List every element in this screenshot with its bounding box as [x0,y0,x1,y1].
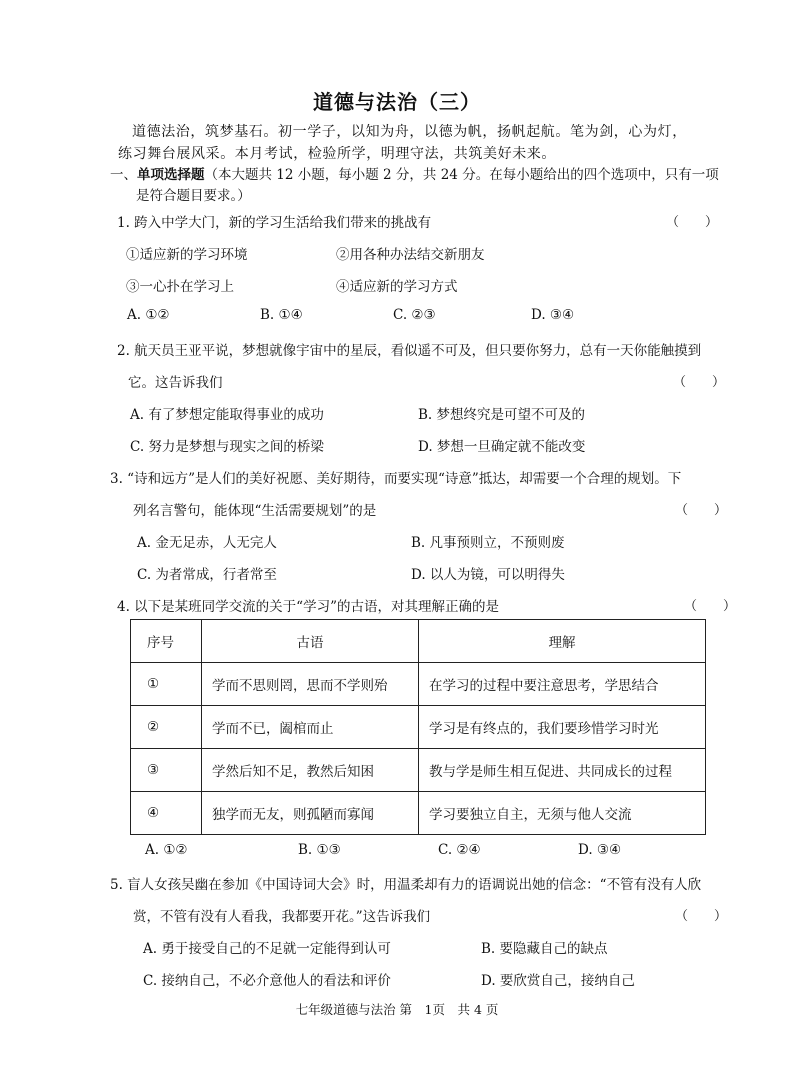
table-cell: 教与学是师生相互促进、共同成长的过程 [419,749,706,792]
table-cell: 学习要独立自主，无须与他人交流 [419,792,706,835]
table-cell: ② [131,706,202,749]
table-cell: 在学习的过程中要注意思考，学思结合 [419,663,706,706]
table-header-cell: 古语 [202,620,419,663]
q5-option-c: C. 接纳自己，不必介意他人的看法和评价 [143,973,391,989]
q1-item-3: ③一心扑在学习上 [126,279,234,295]
section-desc-1: （本大题共 12 小题，每小题 2 分，共 24 分。在每小题给出的四个选项中，只有一项 [204,167,719,183]
q5-answer-bracket: （ ） [675,909,728,924]
q1-item-4: ④适应新的学习方式 [336,279,458,295]
table-cell: 学习是有终点的，我们要珍惜学习时光 [419,706,706,749]
page-footer: 七年级道德与法治 第 1页 共 4 页 [295,1002,499,1017]
table-cell: 独学而无友，则孤陋而寡闻 [202,792,419,835]
table-row [131,706,706,749]
q2-option-a: A. 有了梦想定能取得事业的成功 [130,407,324,423]
q4-table [130,619,706,835]
table-cell: 学而不已，阖棺而止 [202,706,419,749]
table-cell: ③ [131,749,202,792]
table-header-cell: 序号 [131,620,202,663]
q4-option-c: C. ②④ [438,842,481,858]
q2-stem-2: 它。这告诉我们 [128,375,223,391]
q3-answer-bracket: （ ） [675,503,728,518]
q4-option-a: A. ①② [145,842,188,858]
page-title: 道德与法治（三） [313,90,481,114]
table-cell: ① [131,663,202,706]
q5-option-b: B. 要隐藏自己的缺点 [481,941,608,957]
q1-item-1: ①适应新的学习环境 [126,247,248,263]
section-desc-2: 是符合题目要求。） [136,188,251,204]
q2-option-d: D. 梦想一旦确定就不能改变 [418,439,586,455]
q3-option-a: A. 金无足赤，人无完人 [137,535,277,551]
q1-option-d: D. ③④ [531,307,575,323]
q1-answer-bracket: （ ） [666,215,719,230]
table-cell: ④ [131,792,202,835]
q3-stem-2: 列名言警句，能体现“生活需要规划”的是 [133,503,377,519]
table-cell: 学而不思则罔，思而不学则殆 [202,663,419,706]
q4-option-d: D. ③④ [578,842,622,858]
q2-option-b: B. 梦想终究是可望不可及的 [418,407,586,423]
table-row [131,792,706,835]
q5-stem-1: 5. 盲人女孩吴幽在参加《中国诗词大会》时，用温柔却有力的语调说出她的信念：“不管有没有人欣 [110,877,702,893]
q4-answer-bracket: （ ） [684,599,737,614]
q5-option-d: D. 要欣赏自己，接纳自己 [481,973,635,989]
intro-line-2: 练习舞台展风采。本月考试，检验所学，明理守法，共筑美好未来。 [118,146,556,162]
q4-option-b: B. ①③ [298,842,341,858]
q4-stem: 4. 以下是某班同学交流的关于“学习”的古语，对其理解正确的是 [117,599,499,615]
table-header-cell: 理解 [419,620,706,663]
q5-option-a: A. 勇于接受自己的不足就一定能得到认可 [143,941,391,957]
table-cell: 学然后知不足，教然后知困 [202,749,419,792]
q1-option-b: B. ①④ [260,307,303,323]
table-header-row [131,620,706,663]
q3-option-b: B. 凡事预则立，不预则废 [411,535,565,551]
q3-stem-1: 3. “诗和远方”是人们的美好祝愿、美好期待，而要实现“诗意”抵达，却需要一个合理的规划。下 [110,471,682,487]
q1-option-c: C. ②③ [393,307,436,323]
table-row [131,749,706,792]
q1-stem: 1. 跨入中学大门，新的学习生活给我们带来的挑战有 [117,215,432,231]
q2-option-c: C. 努力是梦想与现实之间的桥梁 [130,439,324,455]
q3-option-c: C. 为者常成，行者常至 [137,567,277,583]
intro-line-1: 道德法治，筑梦基石。初一学子，以知为舟，以德为帆，扬帆起航。笔为剑，心为灯， [132,124,687,140]
section-name: 单项选择题 [137,167,205,183]
q5-stem-2: 赏，不管有没有人看我，我都要开花。”这告诉我们 [133,909,431,925]
q2-answer-bracket: （ ） [673,375,726,390]
q1-option-a: A. ①② [127,307,170,323]
q1-item-2: ②用各种办法结交新朋友 [336,247,485,263]
q3-option-d: D. 以人为镜，可以明得失 [411,567,565,583]
section-number: 一、 [110,167,137,183]
table-row [131,663,706,706]
section-heading [110,163,719,183]
q2-stem-1: 2. 航天员王亚平说，梦想就像宇宙中的星辰，看似遥不可及，但只要你努力，总有一天你能触摸到 [117,343,702,359]
